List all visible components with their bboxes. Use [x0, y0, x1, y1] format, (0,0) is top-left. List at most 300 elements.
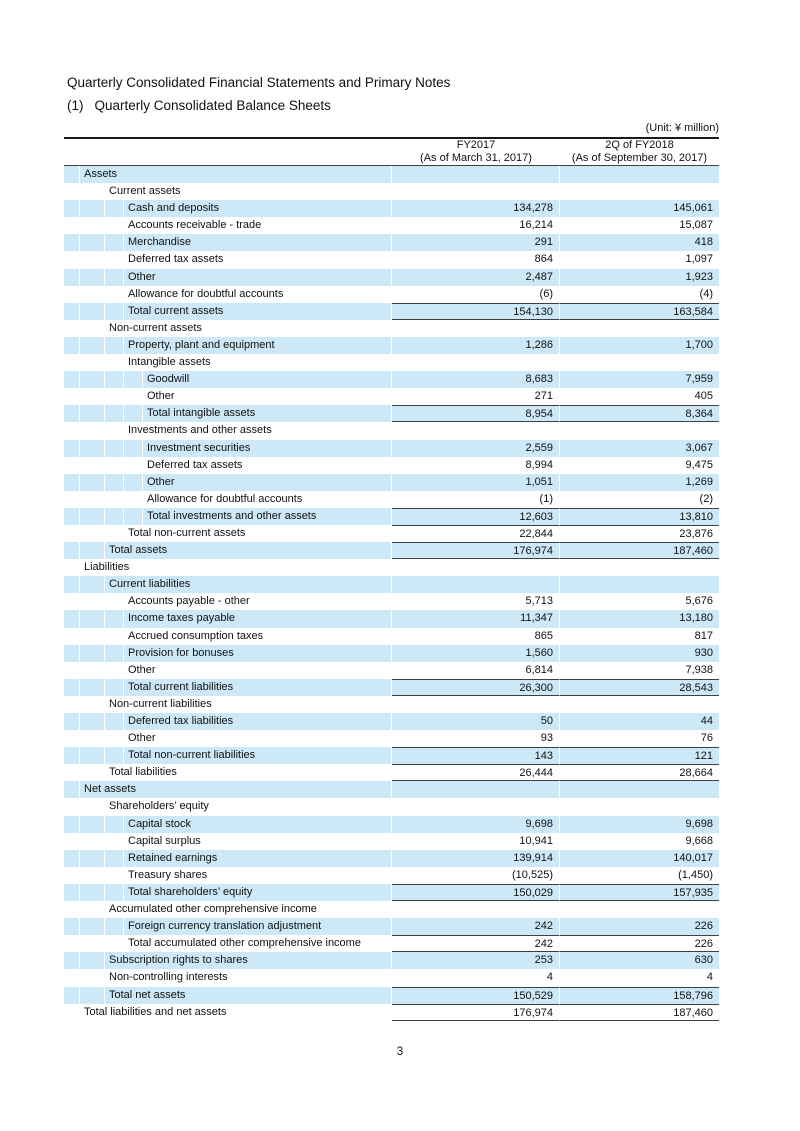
value-2q-fy2018: 9,668: [685, 834, 713, 847]
value-fy2017: [392, 166, 560, 183]
table-row: [64, 884, 719, 901]
row-label: Other: [124, 269, 392, 286]
table-row: [64, 457, 719, 474]
table-row: [64, 166, 719, 183]
value-fy2017: 271: [392, 388, 560, 405]
value-2q-fy2018: 140,017: [560, 850, 719, 867]
indent-cell: [105, 337, 124, 354]
value-fy2017: [392, 798, 560, 815]
indent-cell: [80, 850, 105, 867]
value-2q-fy2018: [560, 422, 719, 439]
value-2q-fy2018: 187,460: [560, 542, 719, 559]
indent-cell: [64, 354, 80, 371]
indent-cell: [105, 730, 124, 747]
indent-cell: [64, 987, 80, 1004]
table-row: [64, 320, 719, 337]
value-fy2017: 11,347: [392, 610, 560, 627]
indent-cell: [80, 884, 105, 901]
value-2q-fy2018: 3,067: [560, 440, 719, 457]
section-title: [67, 98, 331, 113]
column-header-fy2017-line1: FY2017: [456, 139, 496, 151]
value-2q-fy2018: 1,097: [685, 253, 713, 266]
table-row: [64, 969, 719, 986]
indent-cell: [64, 850, 80, 867]
value-fy2017: [392, 696, 560, 713]
row-label: Total current assets: [124, 303, 392, 320]
indent-cell: [80, 303, 105, 320]
indent-cell: [64, 559, 80, 576]
value-fy2017: 134,278: [392, 200, 560, 217]
row-label: Property, plant and equipment: [124, 337, 392, 354]
table-row: [64, 286, 719, 303]
balance-sheet: [64, 122, 719, 1021]
indent-cell: [105, 234, 124, 251]
indent-cell: [105, 457, 124, 474]
table-row: [64, 491, 719, 508]
table-row: [64, 405, 719, 422]
row-label: Other: [143, 474, 392, 491]
table-row: [64, 798, 719, 815]
value-fy2017: 6,814: [392, 662, 560, 679]
value-fy2017: [392, 320, 560, 337]
indent-cell: [80, 269, 105, 286]
indent-cell: [64, 542, 80, 559]
value-fy2017: 139,914: [392, 850, 560, 867]
indent-cell: [105, 388, 124, 405]
value-2q-fy2018: 187,460: [560, 1004, 719, 1021]
indent-cell: [64, 935, 80, 952]
indent-cell: [105, 200, 124, 217]
row-label: Shareholders’ equity: [105, 798, 392, 815]
value-fy2017: 8,683: [392, 371, 560, 388]
indent-cell: [80, 491, 105, 508]
row-label: Total net assets: [105, 987, 392, 1004]
indent-cell: [64, 884, 80, 901]
indent-cell: [105, 610, 124, 627]
value-fy2017: 4: [392, 969, 560, 986]
table-row: [64, 628, 719, 645]
table-row: [64, 440, 719, 457]
column-header-2q-fy2018: [560, 139, 719, 165]
table-row: [64, 1004, 719, 1021]
indent-cell: [105, 251, 124, 268]
value-fy2017: 93: [392, 730, 560, 747]
indent-cell: [80, 508, 105, 525]
indent-cell: [64, 508, 80, 525]
indent-cell: [105, 645, 124, 662]
indent-cell: [105, 679, 124, 696]
indent-cell: [80, 542, 105, 559]
table-row: [64, 200, 719, 217]
unit-note: (Unit: ¥ million): [645, 122, 719, 134]
indent-cell: [105, 286, 124, 303]
table-row: [64, 542, 719, 559]
value-2q-fy2018: [560, 320, 719, 337]
indent-cell: [80, 457, 105, 474]
value-2q-fy2018: [560, 559, 719, 576]
indent-cell: [64, 816, 80, 833]
value-2q-fy2018: 930: [560, 645, 719, 662]
value-2q-fy2018: 145,061: [560, 200, 719, 217]
table-row: [64, 679, 719, 696]
value-2q-fy2018: 630: [560, 952, 719, 969]
value-fy2017: [392, 576, 560, 593]
row-label: Capital surplus: [124, 833, 392, 850]
indent-cell: [64, 440, 80, 457]
indent-cell: [105, 867, 124, 884]
row-label: Provision for bonuses: [124, 645, 392, 662]
table-row: [64, 713, 719, 730]
indent-cell: [64, 679, 80, 696]
header-spacer: [64, 139, 392, 165]
value-2q-fy2018: (2): [699, 492, 713, 505]
table-row: [64, 217, 719, 234]
section-title-text: Quarterly Consolidated Balance Sheets: [94, 98, 331, 113]
value-2q-fy2018: 44: [560, 713, 719, 730]
row-label: Non-current liabilities: [105, 696, 392, 713]
value-fy2017: 22,844: [392, 525, 560, 542]
indent-cell: [80, 952, 105, 969]
indent-cell: [105, 816, 124, 833]
indent-cell: [80, 525, 105, 542]
page-number: 3: [396, 1046, 404, 1058]
indent-cell: [105, 628, 124, 645]
value-fy2017: 291: [392, 234, 560, 251]
indent-cell: [124, 491, 143, 508]
value-2q-fy2018: 405: [694, 390, 713, 403]
table-row: [64, 645, 719, 662]
value-fy2017: 26,300: [392, 679, 560, 696]
indent-cell: [80, 833, 105, 850]
indent-cell: [80, 474, 105, 491]
table-row: [64, 610, 719, 627]
indent-cell: [64, 969, 80, 986]
row-label: Retained earnings: [124, 850, 392, 867]
value-2q-fy2018: 1,269: [560, 474, 719, 491]
value-2q-fy2018: 9,475: [685, 458, 713, 471]
table-body: [64, 166, 719, 1021]
value-fy2017: 1,051: [392, 474, 560, 491]
balance-sheet-table: [64, 137, 719, 1021]
table-row: [64, 730, 719, 747]
table-row: [64, 183, 719, 200]
indent-cell: [105, 850, 124, 867]
row-label: Deferred tax assets: [124, 251, 392, 268]
table-row: [64, 952, 719, 969]
indent-cell: [64, 269, 80, 286]
indent-cell: [124, 508, 143, 525]
row-label: Total investments and other assets: [143, 508, 392, 525]
indent-cell: [64, 217, 80, 234]
value-2q-fy2018: 158,796: [560, 987, 719, 1004]
value-2q-fy2018: 817: [694, 629, 713, 642]
indent-cell: [80, 969, 105, 986]
row-label: Non-current assets: [105, 320, 392, 337]
indent-cell: [80, 610, 105, 627]
indent-cell: [64, 474, 80, 491]
value-2q-fy2018: 1,700: [560, 337, 719, 354]
indent-cell: [124, 388, 143, 405]
value-2q-fy2018: 226: [560, 935, 719, 952]
indent-cell: [64, 645, 80, 662]
indent-cell: [80, 713, 105, 730]
value-fy2017: 865: [392, 628, 560, 645]
value-2q-fy2018: 226: [560, 918, 719, 935]
indent-cell: [80, 816, 105, 833]
value-fy2017: 10,941: [392, 833, 560, 850]
value-2q-fy2018: 13,180: [560, 610, 719, 627]
row-label: Other: [124, 662, 392, 679]
indent-cell: [64, 952, 80, 969]
table-row: [64, 508, 719, 525]
value-2q-fy2018: [560, 781, 719, 798]
table-row: [64, 559, 719, 576]
indent-cell: [105, 474, 124, 491]
indent-cell: [64, 371, 80, 388]
value-2q-fy2018: [560, 576, 719, 593]
indent-cell: [105, 525, 124, 542]
indent-cell: [105, 405, 124, 422]
indent-cell: [80, 645, 105, 662]
indent-cell: [105, 833, 124, 850]
row-label: Total non-current assets: [124, 525, 392, 542]
value-2q-fy2018: [560, 183, 719, 200]
indent-cell: [64, 183, 80, 200]
indent-cell: [80, 593, 105, 610]
row-label: Allowance for doubtful accounts: [143, 491, 392, 508]
value-fy2017: 2,487: [392, 269, 560, 286]
value-fy2017: 176,974: [392, 542, 560, 559]
indent-cell: [80, 764, 105, 781]
value-fy2017: 253: [392, 952, 560, 969]
indent-cell: [64, 918, 80, 935]
indent-cell: [64, 303, 80, 320]
row-label: Accrued consumption taxes: [124, 628, 392, 645]
row-label: Total assets: [105, 542, 392, 559]
indent-cell: [80, 200, 105, 217]
value-fy2017: 143: [392, 747, 560, 764]
value-fy2017: 150,029: [392, 884, 560, 901]
value-fy2017: [392, 183, 560, 200]
indent-cell: [64, 610, 80, 627]
value-fy2017: [392, 901, 560, 918]
value-2q-fy2018: 418: [560, 234, 719, 251]
indent-cell: [64, 713, 80, 730]
row-label: Non-controlling interests: [105, 969, 392, 986]
indent-cell: [124, 457, 143, 474]
value-fy2017: (1): [392, 491, 560, 508]
value-fy2017: 1,286: [392, 337, 560, 354]
indent-cell: [80, 747, 105, 764]
column-header-fy2017-line2: (As of March 31, 2017): [420, 151, 532, 164]
table-header-row: [64, 139, 719, 166]
table-row: [64, 747, 719, 764]
value-2q-fy2018: 5,676: [685, 595, 713, 608]
row-label: Investment securities: [143, 440, 392, 457]
value-fy2017: 2,559: [392, 440, 560, 457]
value-2q-fy2018: 9,698: [560, 816, 719, 833]
value-2q-fy2018: 157,935: [560, 884, 719, 901]
indent-cell: [64, 337, 80, 354]
indent-cell: [64, 491, 80, 508]
row-label: Total current liabilities: [124, 679, 392, 696]
row-label: Total non-current liabilities: [124, 747, 392, 764]
value-fy2017: 864: [392, 251, 560, 268]
value-fy2017: 26,444: [392, 764, 560, 781]
table-row: [64, 816, 719, 833]
indent-cell: [105, 491, 124, 508]
indent-cell: [64, 662, 80, 679]
indent-cell: [124, 474, 143, 491]
table-row: [64, 474, 719, 491]
indent-cell: [64, 405, 80, 422]
indent-cell: [80, 730, 105, 747]
table-row: [64, 388, 719, 405]
value-2q-fy2018: 28,543: [560, 679, 719, 696]
indent-cell: [64, 576, 80, 593]
indent-cell: [105, 217, 124, 234]
value-fy2017: [392, 354, 560, 371]
indent-cell: [64, 166, 80, 183]
table-row: [64, 337, 719, 354]
indent-cell: [80, 867, 105, 884]
indent-cell: [64, 747, 80, 764]
indent-cell: [64, 286, 80, 303]
value-fy2017: [392, 559, 560, 576]
row-label: Total liabilities: [105, 764, 392, 781]
value-2q-fy2018: 7,938: [685, 663, 713, 676]
table-row: [64, 987, 719, 1004]
indent-cell: [105, 935, 124, 952]
table-row: [64, 251, 719, 268]
indent-cell: [64, 593, 80, 610]
row-label: Accounts receivable - trade: [124, 217, 392, 234]
table-row: [64, 850, 719, 867]
row-label: Total accumulated other comprehensive income: [124, 935, 392, 952]
value-fy2017: 150,529: [392, 987, 560, 1004]
indent-cell: [64, 200, 80, 217]
indent-cell: [80, 286, 105, 303]
indent-cell: [64, 1004, 80, 1021]
row-label: Income taxes payable: [124, 610, 392, 627]
indent-cell: [105, 269, 124, 286]
value-2q-fy2018: 121: [560, 747, 719, 764]
indent-cell: [80, 371, 105, 388]
row-label: Accumulated other comprehensive income: [105, 901, 392, 918]
value-2q-fy2018: [560, 166, 719, 183]
row-label: Goodwill: [143, 371, 392, 388]
row-label: Total liabilities and net assets: [80, 1004, 392, 1021]
row-label: Capital stock: [124, 816, 392, 833]
row-label: Current liabilities: [105, 576, 392, 593]
table-row: [64, 576, 719, 593]
table-row: [64, 833, 719, 850]
value-2q-fy2018: 1,923: [560, 269, 719, 286]
indent-cell: [64, 251, 80, 268]
row-label: Deferred tax liabilities: [124, 713, 392, 730]
row-label: Allowance for doubtful accounts: [124, 286, 392, 303]
table-row: [64, 918, 719, 935]
indent-cell: [105, 422, 124, 439]
table-row: [64, 901, 719, 918]
value-2q-fy2018: 4: [706, 971, 713, 984]
value-fy2017: 242: [392, 935, 560, 952]
row-label: Intangible assets: [124, 354, 392, 371]
indent-cell: [64, 388, 80, 405]
row-label: Foreign currency translation adjustment: [124, 918, 392, 935]
value-fy2017: [392, 781, 560, 798]
column-header-2q-fy2018-line2: (As of September 30, 2017): [571, 151, 708, 164]
indent-cell: [124, 371, 143, 388]
indent-cell: [64, 234, 80, 251]
indent-cell: [64, 628, 80, 645]
indent-cell: [80, 662, 105, 679]
table-row: [64, 781, 719, 798]
value-fy2017: 9,698: [392, 816, 560, 833]
value-2q-fy2018: 7,959: [560, 371, 719, 388]
value-2q-fy2018: 163,584: [560, 303, 719, 320]
indent-cell: [80, 320, 105, 337]
indent-cell: [64, 781, 80, 798]
indent-cell: [105, 662, 124, 679]
indent-cell: [80, 696, 105, 713]
value-fy2017: 50: [392, 713, 560, 730]
document-title: Quarterly Consolidated Financial Statements and Primary Notes: [67, 75, 451, 90]
row-label: Assets: [80, 166, 392, 183]
value-2q-fy2018: [560, 798, 719, 815]
value-2q-fy2018: 8,364: [560, 405, 719, 422]
value-fy2017: 8,994: [392, 457, 560, 474]
indent-cell: [64, 457, 80, 474]
indent-cell: [80, 234, 105, 251]
value-2q-fy2018: 23,876: [560, 525, 719, 542]
indent-cell: [80, 405, 105, 422]
value-2q-fy2018: [560, 354, 719, 371]
indent-cell: [80, 576, 105, 593]
indent-cell: [105, 354, 124, 371]
indent-cell: [80, 354, 105, 371]
indent-cell: [105, 713, 124, 730]
row-label: Cash and deposits: [124, 200, 392, 217]
value-fy2017: 176,974: [392, 1004, 560, 1021]
value-2q-fy2018: 76: [700, 732, 713, 745]
column-header-2q-fy2018-line1: 2Q of FY2018: [605, 139, 674, 151]
value-fy2017: 5,713: [392, 593, 560, 610]
indent-cell: [80, 217, 105, 234]
indent-cell: [80, 798, 105, 815]
indent-cell: [64, 422, 80, 439]
table-row: [64, 935, 719, 952]
indent-cell: [64, 798, 80, 815]
table-row: [64, 303, 719, 320]
column-header-fy2017: [392, 139, 560, 165]
table-row: [64, 269, 719, 286]
indent-cell: [80, 337, 105, 354]
table-row: [64, 764, 719, 781]
row-label: Investments and other assets: [124, 422, 392, 439]
indent-cell: [64, 696, 80, 713]
value-2q-fy2018: 13,810: [560, 508, 719, 525]
indent-cell: [64, 901, 80, 918]
section-number: (1): [67, 98, 84, 113]
table-row: [64, 371, 719, 388]
indent-cell: [64, 764, 80, 781]
indent-cell: [105, 440, 124, 457]
row-label: Other: [124, 730, 392, 747]
indent-cell: [80, 183, 105, 200]
indent-cell: [105, 303, 124, 320]
indent-cell: [124, 405, 143, 422]
